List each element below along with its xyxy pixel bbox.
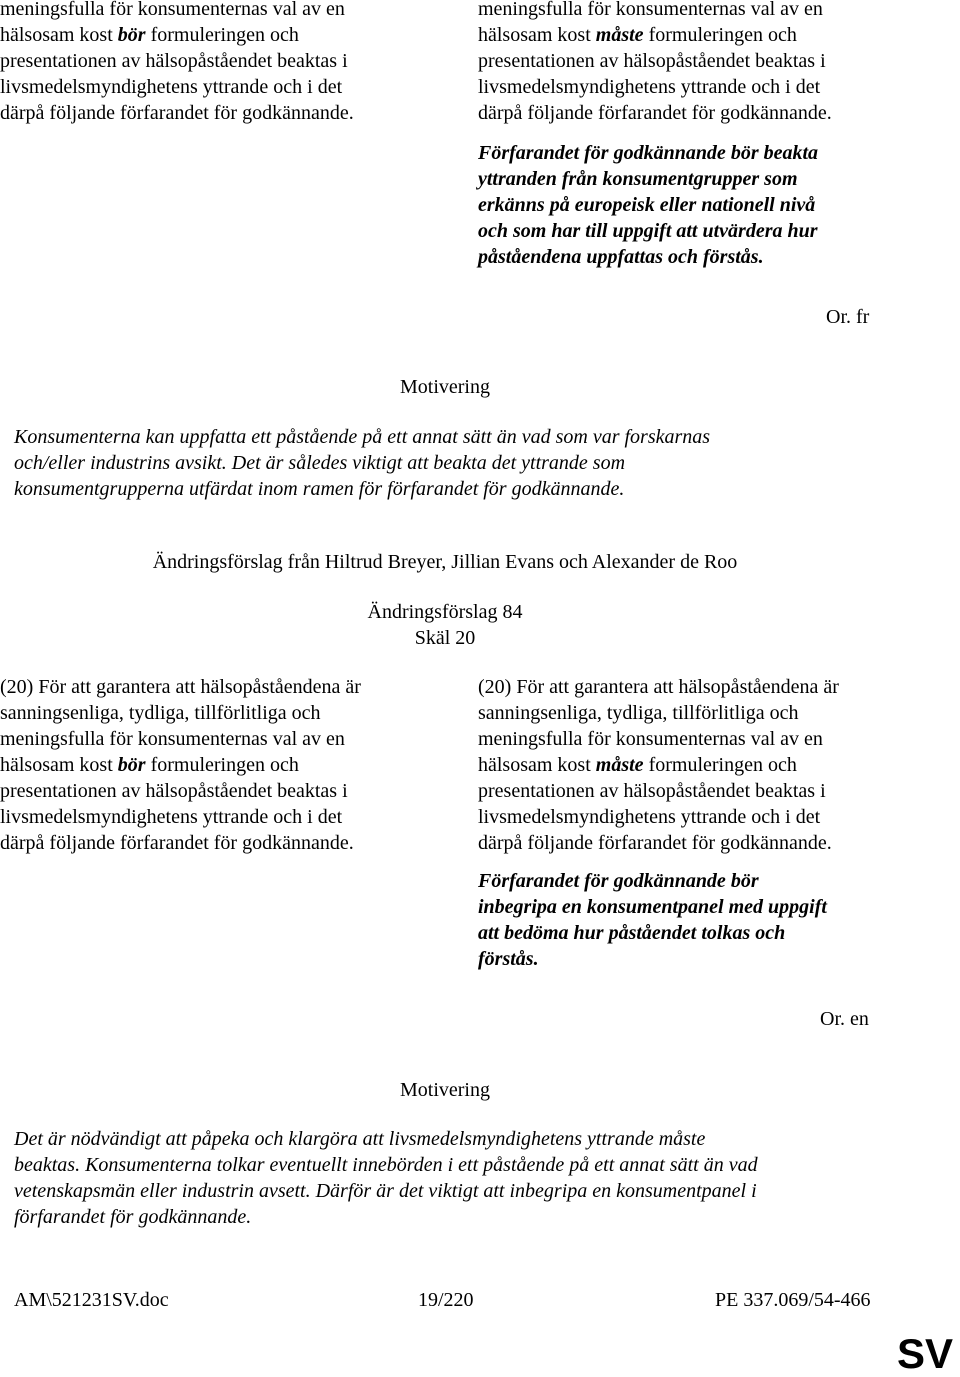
text-line: livsmedelsmyndighetens yttrande och i det — [478, 76, 821, 98]
text-line: livsmedelsmyndighetens yttrande och i det — [0, 806, 343, 828]
text-line: Konsumenterna kan uppfatta ett påstående på ett annat sätt än vad som var forskarnas — [14, 426, 711, 448]
text-line: Förfarandet för godkännande bör — [478, 870, 759, 892]
text-line: Förfarandet för godkännande bör beakta — [478, 142, 819, 164]
emphasis-word: bör — [117, 754, 146, 776]
text-line: meningsfulla för konsumenternas val av en — [478, 728, 823, 750]
text-line: meningsfulla för konsumenternas val av en — [0, 728, 345, 750]
text-line: presentationen av hälsopåståendet beaktas i — [0, 780, 348, 802]
text-line: förfarandet för godkännande. — [14, 1206, 252, 1228]
top-right-column — [478, 0, 908, 126]
text-line: Det är nödvändigt att påpeka och klargöra att livsmedelsmyndighetens yttrande måste — [14, 1128, 706, 1150]
text-line: att bedöma hur påståendet tolkas och — [478, 922, 786, 944]
amendment-right-column — [478, 674, 908, 856]
amendment-number: Ändringsförslag 84 — [367, 601, 523, 623]
text-line: sanningsenliga, tydliga, tillförlitliga och — [0, 702, 321, 724]
text-line: presentationen av hälsopåståendet beaktas i — [478, 780, 826, 802]
text-line: hälsosam kost bör formuleringen och — [0, 24, 299, 46]
justification-heading: Motivering — [400, 1079, 490, 1101]
amendment-authors: Ändringsförslag från Hiltrud Breyer, Jillian Evans och Alexander de Roo — [152, 551, 738, 573]
top-left-column — [0, 0, 420, 126]
text-line: påståendena uppfattas och förstås. — [478, 246, 764, 268]
text-line: sanningsenliga, tydliga, tillförlitliga och — [478, 702, 799, 724]
text-line: (20) För att garantera att hälsopåståendena är — [478, 676, 839, 698]
text-line: konsumentgrupperna utfärdat inom ramen för förfarandet för godkännande. — [14, 478, 625, 500]
text-line: hälsosam kost måste formuleringen och — [478, 24, 797, 46]
text-line: presentationen av hälsopåståendet beaktas i — [478, 50, 826, 72]
text-line: beaktas. Konsumenterna tolkar eventuellt innebörden i ett påstående på ett annat sätt än vad — [14, 1154, 758, 1176]
amendment-left-column — [0, 674, 420, 856]
added-text-1 — [478, 140, 908, 270]
footer-page-number: 19/220 — [418, 1289, 474, 1311]
justification-heading: Motivering — [400, 376, 490, 398]
text-line: hälsosam kost bör formuleringen och — [0, 754, 299, 776]
emphasis-word: måste — [595, 754, 644, 776]
text-line: förstås. — [478, 948, 539, 970]
text-line: inbegripa en konsumentpanel med uppgift — [478, 896, 827, 918]
text-line: och/eller industrins avsikt. Det är således viktigt att beakta det yttrande som — [14, 452, 626, 474]
emphasis-word: bör — [117, 24, 146, 46]
original-language-label: Or. fr — [826, 306, 870, 328]
text-line: presentationen av hälsopåståendet beaktas i — [0, 50, 348, 72]
text-line: (20) För att garantera att hälsopåståendena är — [0, 676, 361, 698]
emphasis-word: måste — [595, 24, 644, 46]
text-line: därpå följande förfarandet för godkännande. — [478, 832, 832, 854]
footer-doc-ref: AM\521231SV.doc — [14, 1289, 169, 1311]
justification-text — [14, 424, 914, 502]
text-line: yttranden från konsumentgrupper som — [478, 168, 798, 190]
language-mark: SV — [897, 1330, 954, 1377]
justification-text — [14, 1126, 914, 1230]
text-line: därpå följande förfarandet för godkännande. — [478, 102, 832, 124]
text-line: och som har till uppgift att utvärdera hur — [478, 220, 818, 242]
text-line: livsmedelsmyndighetens yttrande och i det — [478, 806, 821, 828]
text-line: erkänns på europeisk eller nationell nivå — [478, 194, 816, 216]
added-text-2 — [478, 868, 908, 972]
original-language-label: Or. en — [820, 1008, 869, 1030]
text-line: meningsfulla för konsumenternas val av en — [478, 0, 823, 20]
footer-pe-ref: PE 337.069/54-466 — [715, 1289, 871, 1311]
text-line: hälsosam kost måste formuleringen och — [478, 754, 797, 776]
text-line: meningsfulla för konsumenternas val av en — [0, 0, 345, 20]
text-line: vetenskapsmän eller industrin avsett. Därför är det viktigt att inbegripa en konsumentpanel i — [14, 1180, 757, 1202]
recital-label: Skäl 20 — [414, 627, 476, 649]
text-line: därpå följande förfarandet för godkännande. — [0, 832, 354, 854]
text-line: därpå följande förfarandet för godkännande. — [0, 102, 354, 124]
text-line: livsmedelsmyndighetens yttrande och i det — [0, 76, 343, 98]
